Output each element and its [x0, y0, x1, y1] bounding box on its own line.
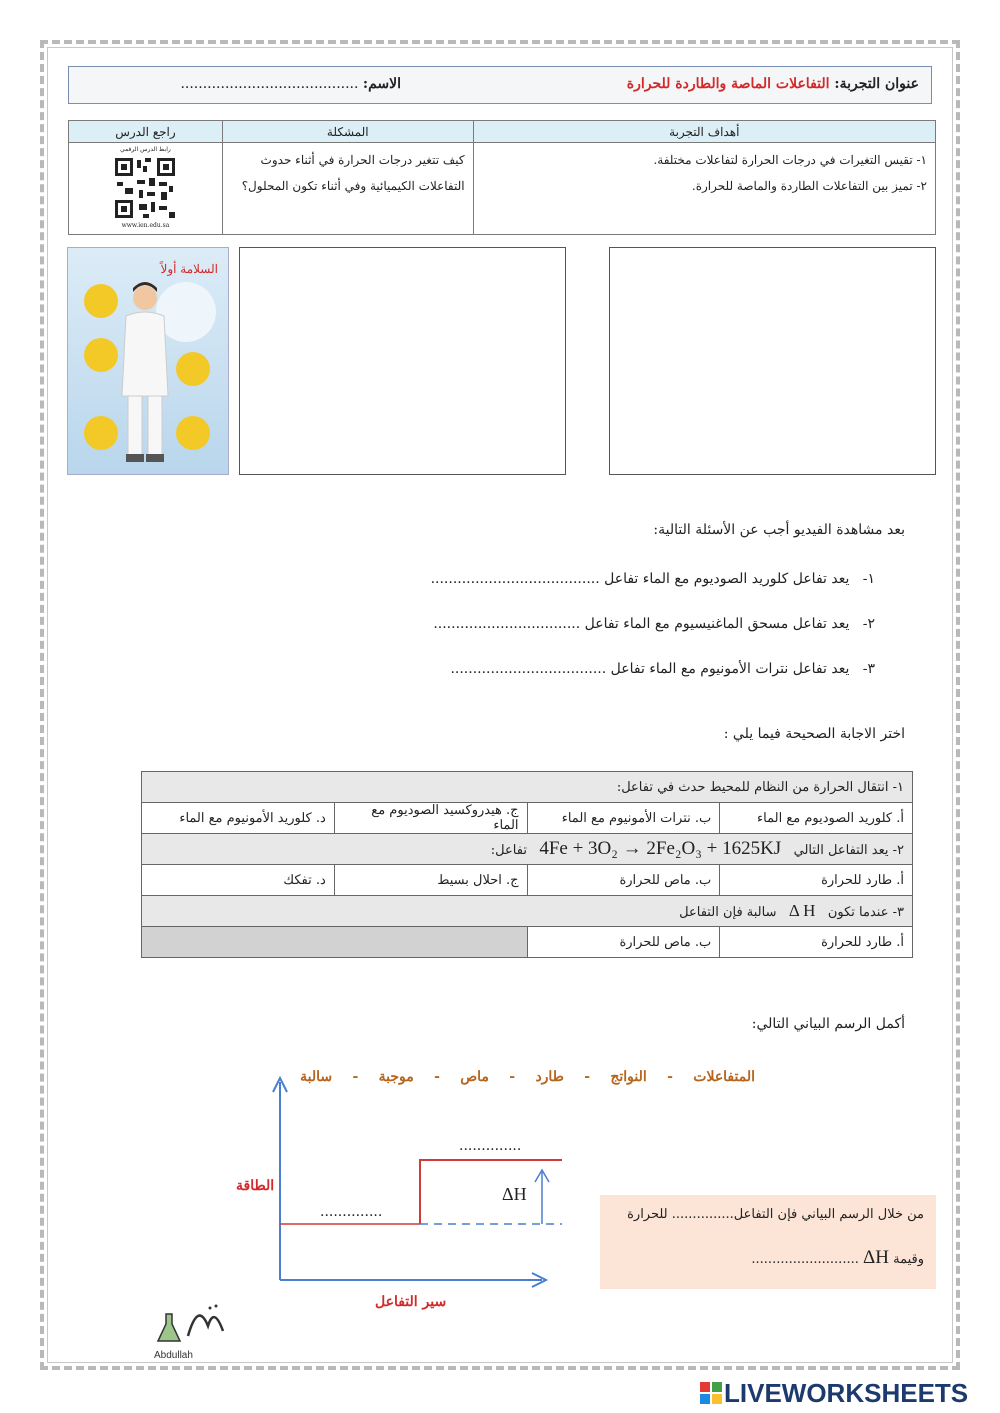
- image-box-right[interactable]: [609, 247, 936, 475]
- safety-title: السلامة أولاً: [160, 262, 218, 276]
- y-axis-label: الطاقة: [236, 1178, 275, 1194]
- q3-empty-cell: [142, 927, 528, 958]
- answer-line-2-blank[interactable]: ..........................: [751, 1252, 859, 1267]
- liveworksheets-brand[interactable]: [700, 1378, 968, 1408]
- answer-blank[interactable]: .................................: [433, 616, 581, 632]
- word-reactants[interactable]: المتفاعلات: [693, 1069, 755, 1085]
- no-food-icon: [176, 352, 210, 386]
- word-positive[interactable]: موجبة: [378, 1069, 414, 1085]
- q2-equation: 4Fe + 3O₂ → 2Fe₂O₃ + 1625KJ: [539, 838, 782, 859]
- video-question-1: [431, 571, 875, 587]
- goal-1: ١- تقيس التغيرات في درجات الحرارة لتفاعلات مختلفة.: [653, 153, 927, 167]
- flask-logo-icon: [148, 1296, 238, 1346]
- q1-option-a[interactable]: أ. كلوريد الصوديوم مع الماء: [720, 803, 913, 834]
- problem-cell: [222, 143, 473, 235]
- image-box-middle[interactable]: [239, 247, 566, 475]
- q2-prefix: ٢- يعد التفاعل التالي: [793, 843, 904, 858]
- experiment-title: [627, 76, 919, 92]
- x-axis-label: سير التفاعل: [375, 1294, 447, 1310]
- q1-option-d[interactable]: د. كلوريد الأمونيوم مع الماء: [142, 803, 335, 834]
- word-separator: -: [667, 1069, 673, 1085]
- name-label: الاسم:: [362, 76, 401, 92]
- question-number: ١-: [862, 571, 875, 587]
- word-negative[interactable]: سالبة: [300, 1069, 333, 1085]
- liveworksheets-text: LIVEWORKSHEETS: [724, 1377, 969, 1408]
- goals-cell: [473, 143, 935, 235]
- name-dots[interactable]: ........................................: [180, 76, 359, 92]
- word-separator: -: [352, 1069, 359, 1085]
- q2-option-b[interactable]: ب. ماص للحرارة: [527, 865, 720, 896]
- answer-delta-h: ΔH: [863, 1247, 889, 1268]
- qr-code-icon[interactable]: [113, 156, 177, 220]
- header-review: راجع الدرس: [69, 121, 223, 143]
- q3-option-b[interactable]: ب. ماص للحرارة: [527, 927, 720, 958]
- graph-intro: أكمل الرسم البياني التالي:: [751, 1016, 905, 1032]
- goal-2: ٢- تميز بين التفاعلات الطاردة والماصة للحرارة.: [691, 179, 927, 193]
- problem-line-1: كيف تتغير درجات الحرارة في أثناء حدوث: [260, 153, 465, 167]
- reactants-blank[interactable]: ..............: [320, 1204, 383, 1220]
- author-logo: [148, 1296, 238, 1361]
- video-intro: بعد مشاهدة الفيديو أجب عن الأسئلة التالية:: [653, 522, 905, 538]
- q2-option-d[interactable]: د. تفكك: [142, 865, 335, 896]
- title-box: [68, 66, 932, 104]
- q3-prefix: ٣- عندما تكون: [827, 905, 904, 920]
- mcq-q1: ١- انتقال الحرارة من النظام للمحيط حدث في تفاعل:: [142, 772, 913, 803]
- q3-delta-h: Δ H: [788, 901, 816, 920]
- word-exothermic[interactable]: طارد: [535, 1069, 564, 1085]
- q1-option-b[interactable]: ب. نترات الأمونيوم مع الماء: [527, 803, 720, 834]
- safety-poster: [67, 247, 229, 475]
- mcq-intro: اختر الاجابة الصحيحة فيما يلي :: [723, 726, 905, 742]
- logo-name: Abdullah: [154, 1350, 193, 1361]
- review-cell: [69, 143, 223, 235]
- graph-answer-box: [600, 1195, 936, 1289]
- qr-caption: رابط الدرس الرقمي: [120, 146, 171, 153]
- video-question-2: [433, 616, 875, 632]
- q3-suffix: سالبة فإن التفاعل: [679, 905, 777, 920]
- mcq-q2: [142, 834, 913, 865]
- word-separator: -: [509, 1069, 516, 1085]
- q2-option-c[interactable]: ج. احلال بسيط: [334, 865, 527, 896]
- scientist-icon: [110, 276, 180, 466]
- header-problem: المشكلة: [222, 121, 473, 143]
- video-question-3: [450, 661, 875, 677]
- products-level: [420, 1160, 562, 1224]
- q2-suffix: تفاعل:: [490, 843, 527, 858]
- word-products[interactable]: النواتج: [610, 1069, 647, 1085]
- title-label: عنوان التجربة:: [834, 76, 919, 92]
- question-text: يعد تفاعل نترات الأمونيوم مع الماء تفاعل: [610, 661, 850, 677]
- info-table: [68, 120, 936, 235]
- answer-blank[interactable]: ...................................: [450, 661, 607, 677]
- question-number: ٣-: [862, 661, 875, 677]
- word-endothermic[interactable]: ماص: [460, 1069, 489, 1085]
- word-separator: -: [584, 1069, 590, 1085]
- mcq-table: [141, 771, 913, 958]
- problem-line-2: التفاعلات الكيميائية وفي أثناء تكون المحلول؟: [241, 179, 465, 193]
- word-separator: -: [434, 1069, 440, 1085]
- answer-line-2[interactable]: [751, 1247, 924, 1269]
- q3-option-a[interactable]: أ. طارد للحرارة: [720, 927, 913, 958]
- header-goals: أهداف التجربة: [473, 121, 935, 143]
- qr-url: www.ien.edu.sa: [121, 222, 170, 229]
- liveworksheets-logo-icon: [700, 1382, 722, 1404]
- energy-diagram: [230, 1070, 570, 1295]
- title-text: التفاعلات الماصة والطاردة للحرارة: [626, 76, 830, 92]
- answer-line-2-prefix: وقيمة: [893, 1252, 924, 1267]
- q1-option-c[interactable]: ج. هيدروكسيد الصوديوم مع الماء: [334, 803, 527, 834]
- mcq-q3: [142, 896, 913, 927]
- question-number: ٢-: [862, 616, 875, 632]
- products-blank[interactable]: ..............: [459, 1138, 522, 1154]
- question-text: يعد تفاعل مسحق الماغنيسيوم مع الماء تفاعل: [584, 616, 850, 632]
- q2-option-a[interactable]: أ. طارد للحرارة: [720, 865, 913, 896]
- cleaning-icon: [176, 416, 210, 450]
- answer-line-1[interactable]: من خلال الرسم البياني فإن التفاعل............... للحرارة: [627, 1207, 924, 1222]
- delta-h-label: ΔH: [502, 1184, 527, 1204]
- answer-blank[interactable]: ......................................: [430, 571, 600, 587]
- name-field[interactable]: [81, 76, 401, 92]
- question-text: يعد تفاعل كلوريد الصوديوم مع الماء تفاعل: [604, 571, 850, 587]
